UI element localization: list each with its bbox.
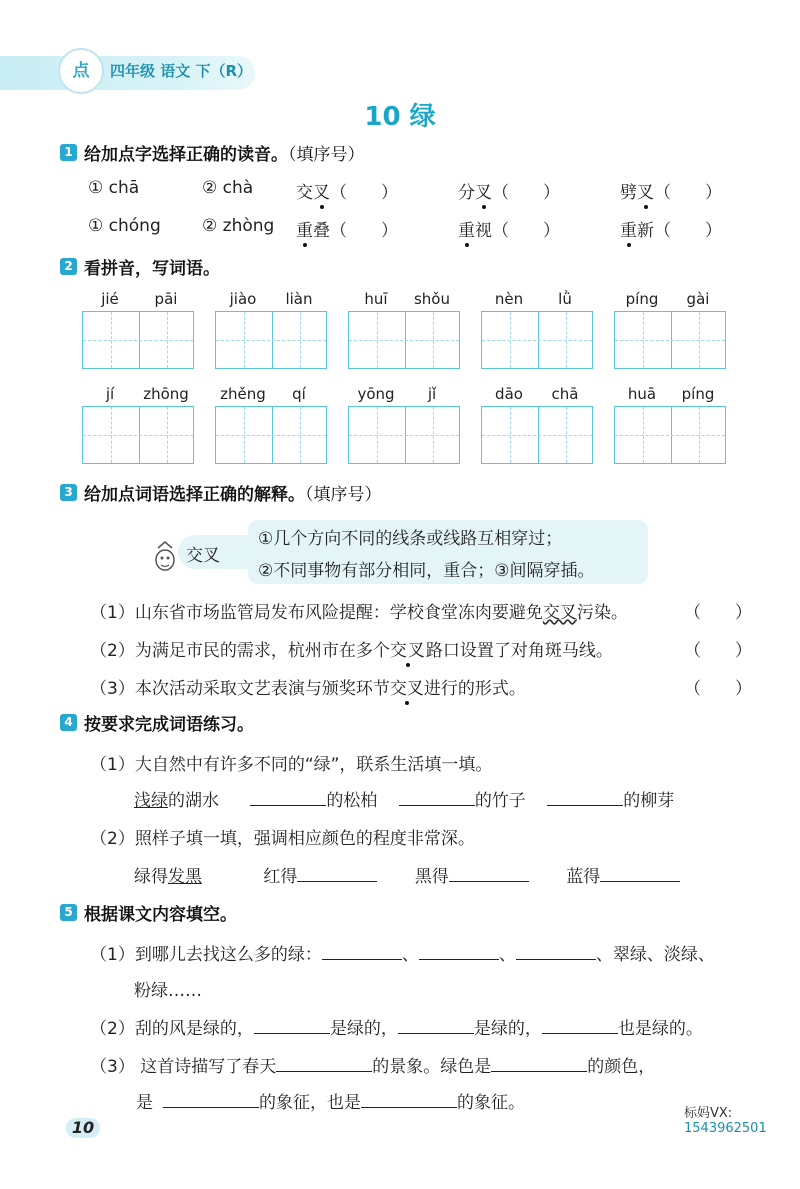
blank[interactable] — [398, 1015, 474, 1034]
q1-option-a: ① chā — [88, 178, 140, 198]
blank[interactable] — [163, 1089, 259, 1108]
question-4-title: 按要求完成词语练习。 — [84, 715, 254, 735]
q5-line-1b: 粉绿…… — [134, 981, 202, 1001]
pencil-character-icon — [150, 540, 180, 574]
q1-word: 劈叉（ ） — [620, 183, 722, 203]
pinyin: jí — [105, 385, 115, 403]
writing-grid[interactable] — [348, 311, 460, 369]
writing-grid[interactable] — [614, 311, 726, 369]
answer-paren[interactable]: （ ） — [684, 679, 752, 699]
pinyin: jiào — [229, 290, 257, 308]
pinyin: jié — [101, 290, 119, 308]
writing-grid[interactable] — [481, 311, 593, 369]
blank[interactable] — [276, 1053, 372, 1072]
q1-word: 交叉（ ） — [296, 183, 398, 203]
brand-logo: 点 — [58, 48, 104, 94]
q1-option-b: ② chà — [202, 178, 254, 198]
pinyin: zhōng — [143, 385, 189, 403]
q3-item: （3）本次活动采取文艺表演与颁奖环节交叉进行的形式。 — [90, 679, 526, 699]
pinyin: pāi — [154, 290, 178, 308]
pinyin: píng — [681, 385, 715, 403]
blank[interactable] — [419, 941, 499, 960]
question-number-4: 4 — [60, 714, 77, 731]
q1-word: 分叉（ ） — [458, 183, 560, 203]
blank[interactable] — [516, 941, 596, 960]
q1-word: 重叠（ ） — [296, 221, 398, 241]
lesson-title: 10 绿 — [364, 102, 436, 132]
writing-grid[interactable] — [481, 406, 593, 464]
pinyin: nèn — [494, 290, 524, 308]
blank[interactable] — [542, 1015, 618, 1034]
question-3-title: 给加点词语选择正确的解释。（填序号） — [84, 485, 382, 505]
pinyin: yōng — [357, 385, 395, 403]
blank[interactable] — [449, 863, 529, 882]
question-2-title: 看拼音，写词语。 — [84, 259, 220, 279]
blank[interactable] — [600, 863, 680, 882]
watermark: 标妈VX: 1543962501 — [684, 1106, 767, 1136]
pinyin: shǒu — [413, 290, 450, 308]
pinyin: huī — [364, 290, 388, 308]
q4-subquestion-1: （1）大自然中有许多不同的“绿”，联系生活填一填。 — [90, 755, 493, 775]
writing-grid[interactable] — [215, 406, 327, 464]
q4-line-2: 绿得发黑 红得 黑得 蓝得 — [134, 862, 680, 887]
pinyin: gài — [686, 290, 710, 308]
q5-line-2: （2）刮的风是绿的， 是绿的， 是绿的， 也是绿的。 — [90, 1014, 703, 1039]
q1-option-b: ② zhòng — [202, 216, 275, 236]
page-number: 10 — [66, 1118, 100, 1138]
writing-grid[interactable] — [348, 406, 460, 464]
blank[interactable] — [297, 863, 377, 882]
q1-word: 重视（ ） — [458, 221, 560, 241]
q4-line-1: 浅绿的湖水 的松柏 的竹子 的柳芽 — [134, 786, 674, 811]
blank[interactable] — [547, 787, 623, 806]
writing-grid[interactable] — [614, 406, 726, 464]
question-number-3: 3 — [60, 484, 77, 501]
answer-paren[interactable]: （ ） — [684, 603, 752, 623]
pinyin: qí — [292, 385, 306, 403]
definition-1: ①几个方向不同的线条或线路互相穿过； — [258, 529, 563, 549]
writing-grid[interactable] — [82, 406, 194, 464]
question-number-1: 1 — [60, 144, 77, 161]
q5-line-4: 是 的象征，也是 的象征。 — [136, 1088, 525, 1113]
blank[interactable] — [254, 1015, 330, 1034]
answer-paren[interactable]: （ ） — [684, 641, 752, 661]
writing-grid[interactable] — [215, 311, 327, 369]
pinyin: liàn — [285, 290, 313, 308]
q4-subquestion-2: （2）照样子填一填，强调相应颜色的程度非常深。 — [90, 829, 475, 849]
question-number-5: 5 — [60, 904, 77, 921]
q3-item: （1）山东省市场监管局发布风险提醒：学校食堂冻肉要避免交叉污染。 — [90, 603, 628, 623]
blank[interactable] — [361, 1089, 457, 1108]
pinyin: zhěng — [220, 385, 266, 403]
q5-line-3: （3） 这首诗描写了春天 的景象。绿色是 的颜色， — [90, 1052, 655, 1077]
q3-item: （2）为满足市民的需求，杭州市在多个交叉路口设置了对角斑马线。 — [90, 641, 613, 661]
q1-option-a: ① chóng — [88, 216, 161, 236]
blank[interactable] — [250, 787, 326, 806]
q1-word: 重新（ ） — [620, 221, 722, 241]
question-1-title: 给加点字选择正确的读音。（填序号） — [84, 145, 365, 165]
pinyin: huā — [627, 385, 657, 403]
q5-line-1: （1）到哪儿去找这么多的绿： 、 、 、翠绿、淡绿、 — [90, 940, 715, 965]
question-5-title: 根据课文内容填空。 — [84, 905, 237, 925]
pinyin: píng — [625, 290, 659, 308]
pinyin: lǜ — [558, 290, 572, 308]
blank[interactable] — [399, 787, 475, 806]
writing-grid[interactable] — [82, 311, 194, 369]
pinyin: dāo — [495, 385, 523, 403]
blank[interactable] — [322, 941, 402, 960]
question-number-2: 2 — [60, 258, 77, 275]
definition-2: ②不同事物有部分相同，重合；③间隔穿插。 — [258, 561, 595, 581]
pinyin: jǐ — [427, 385, 437, 403]
pinyin: chā — [551, 385, 579, 403]
blank[interactable] — [491, 1053, 587, 1072]
definition-word: 交叉 — [186, 546, 220, 566]
header-text: 四年级 语文 下（R） — [110, 62, 252, 80]
